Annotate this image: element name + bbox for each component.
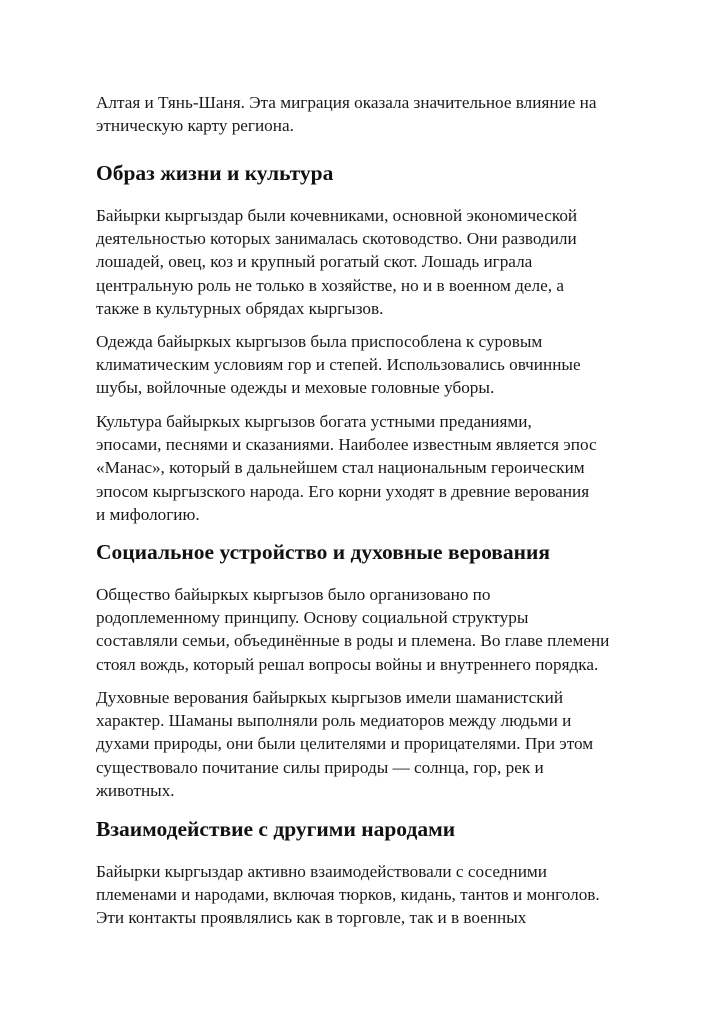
text-line: Эти контакты проявлялись как в торговле, так и в военных: [96, 908, 527, 928]
text-line: эпосами, песнями и сказаниями. Наиболее известным является эпос: [96, 435, 597, 455]
intro-paragraph: [96, 91, 597, 137]
text-line: деятельностью которых занималась скотоводство. Они разводили: [96, 229, 577, 249]
paragraph: [96, 330, 581, 400]
text-line: эпосом кыргызского народа. Его корни уходят в древние верования: [96, 481, 590, 501]
text-line: Духовные верования байыркых кыргызов имели шаманистский: [96, 688, 564, 707]
section-heading: Социальное устройство и духовные верования: [96, 540, 551, 564]
text-line: существовало почитание силы природы — солнца, гор, рек и: [96, 757, 544, 777]
text-line: животных.: [96, 780, 175, 800]
text-line: Культура байыркых кыргызов богата устными преданиями,: [96, 412, 532, 431]
text-line: характер. Шаманы выполняли роль медиаторов между людьми и: [96, 711, 572, 731]
text-line: шубы, войлочные одежды и меховые головные уборы.: [96, 378, 495, 398]
text-line: Байырки кыргыздар были кочевниками, основной экономической: [96, 206, 578, 225]
text-line: духами природы, они были целителями и прорицателями. При этом: [96, 734, 594, 754]
text-line: этническую карту региона.: [96, 116, 294, 136]
text-line: климатическим условиям гор и степей. Использовались овчинные: [96, 355, 581, 375]
text-line: центральную роль не только в хозяйстве, но и в военном деле, а: [96, 275, 564, 295]
text-line: стоял вождь, который решал вопросы войны и внутреннего порядка.: [96, 654, 599, 674]
text-line: Байырки кыргыздар активно взаимодействовали с соседними: [96, 862, 547, 881]
section-heading: Взаимодействие с другими народами: [96, 817, 456, 841]
text-line: родоплеменному принципу. Основу социальной структуры: [96, 608, 529, 628]
paragraph: [96, 204, 577, 320]
paragraph: [96, 860, 600, 930]
text-line: Алтая и Тянь-Шаня. Эта миграция оказала значительное влияние на: [96, 93, 597, 112]
text-line: и мифологию.: [96, 504, 200, 524]
paragraph: [96, 410, 597, 526]
text-line: Общество байыркых кыргызов было организовано по: [96, 585, 491, 604]
text-line: лошадей, овец, коз и крупный рогатый скот. Лошадь играла: [96, 252, 533, 272]
text-line: составляли семьи, объединённые в роды и племена. Во главе племени: [96, 631, 610, 651]
paragraph: [96, 686, 593, 802]
text-line: «Манас», который в дальнейшем стал национальным героическим: [96, 458, 585, 478]
text-line: Одежда байыркых кыргызов была приспособлена к суровым: [96, 332, 543, 351]
text-line: племенами и народами, включая тюрков, кидань, тантов и монголов.: [96, 885, 600, 905]
section-heading: Образ жизни и культура: [96, 161, 334, 185]
paragraph: [96, 583, 609, 676]
text-line: также в культурных обрядах кыргызов.: [96, 298, 384, 318]
